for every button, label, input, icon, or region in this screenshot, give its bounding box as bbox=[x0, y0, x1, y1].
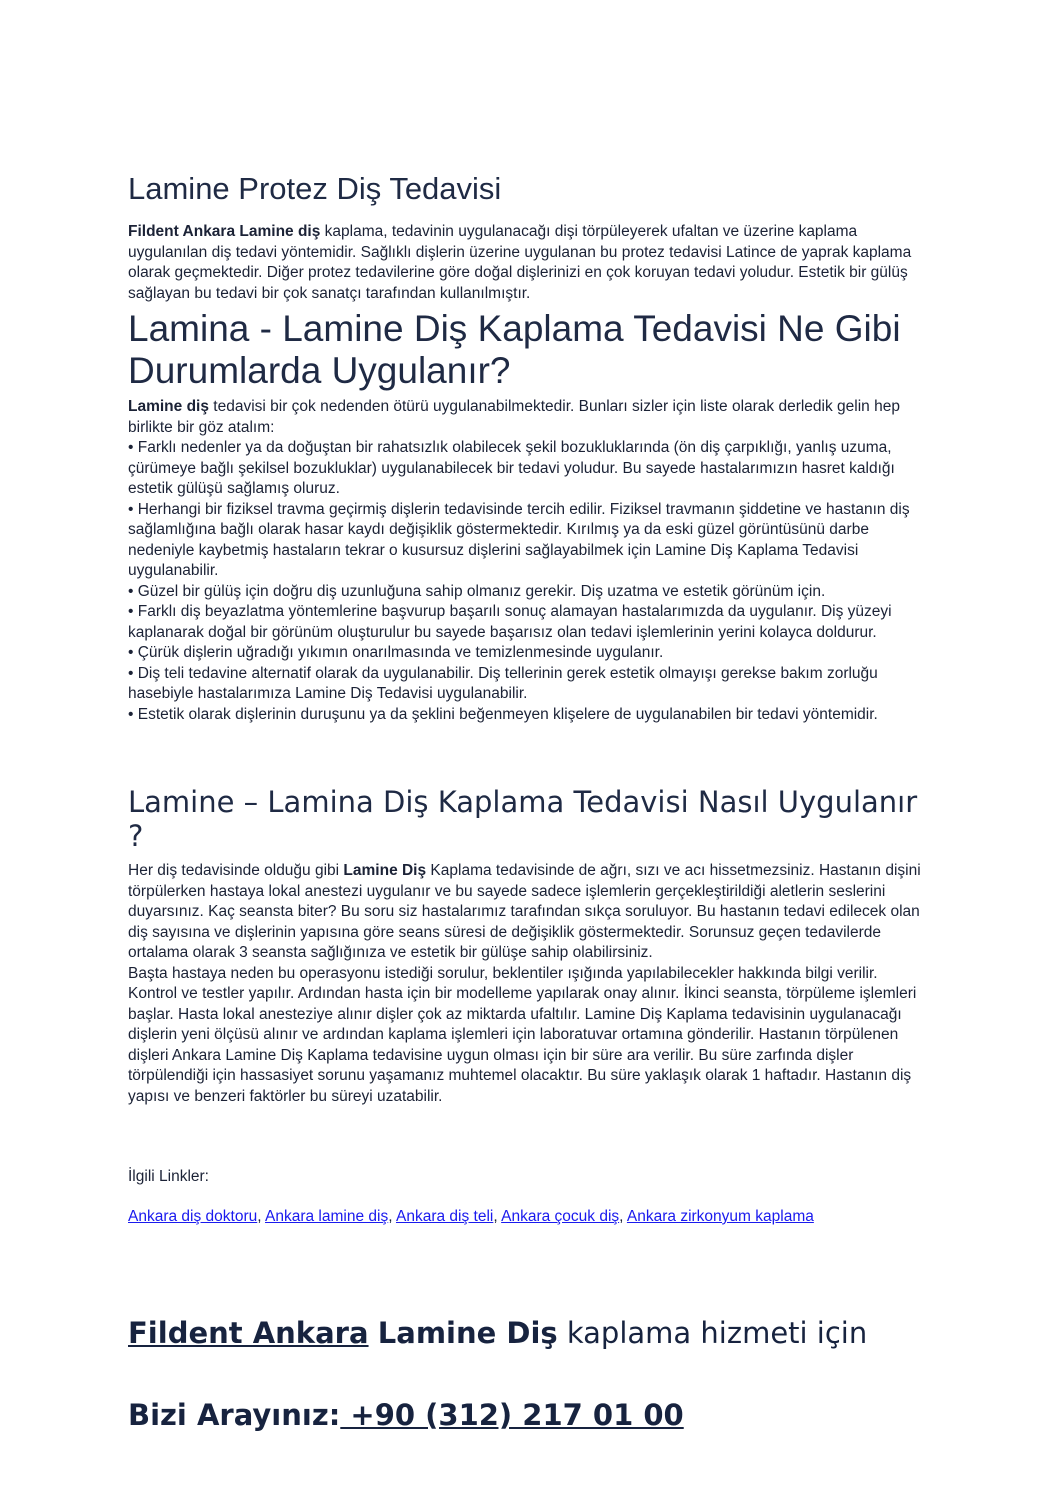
cta-service-bold: Lamine Diş bbox=[377, 1316, 558, 1350]
link-separator: , bbox=[493, 1208, 502, 1225]
section1-text: kaplama, tedavinin uygulanacağı dişi törpüleyerek ufaltan ve üzerine kaplama uygulanılan diş tedavi yöntemidir. Sağlıklı dişlerin üzerine uygulanan bu protez tedavisi Latince de yaprak kaplama olarak geçmektedir. Diğer protez tedavilerine göre doğal dişlerinizi en çok koruyan tedavi yoludur. Estetik bir gülüş sağlayan bu tedavi bir çok sanatçı tarafından kullanılmıştır. bbox=[128, 223, 912, 302]
section2-intro bbox=[128, 397, 928, 438]
bullet-item: • Farklı diş beyazlatma yöntemlerine başvurup başarılı sonuç alamayan hastalarımızda da uygulanır. Diş yüzeyi kaplanarak doğal bir görünüm oluşturulur bu sayede başarısız olan tedavi işlemlerinin yerini kolayca doldurur. bbox=[128, 603, 892, 641]
link-ankara-dis-teli[interactable]: Ankara diş teli bbox=[395, 1208, 494, 1225]
section3-p1-before: Her diş tedavisinde olduğu gibi bbox=[128, 862, 344, 879]
link-ankara-lamine-dis[interactable]: Ankara lamine diş bbox=[265, 1208, 389, 1225]
link-ankara-zirkonyum-kaplama[interactable]: Ankara zirkonyum kaplama bbox=[626, 1208, 814, 1225]
bullet-item: • Herhangi bir fiziksel travma geçirmiş dişlerin tedavisinde tercih edilir. Fiziksel travmanın şiddetine ve hastanın diş sağlamlığına bağlı olarak hasar kaydı değişiklik göstermektedir. Kırılmış ya da eski güzel görüntüsünü darbe nedeniyle kaybetmiş hastaların tekrar o kusursuz dişlerini sağlayabilmek için Lamine Diş Kaplama Tedavisi uygulanabilir. bbox=[128, 500, 910, 579]
section3-paragraph-2: Başta hastaya neden bu operasyonu istediği sorulur, beklentiler ışığında yapılabilecekler hakkında bilgi verilir. Kontrol ve testler yapılır. Ardından hasta için bir modelleme yapılarak onay alınır. İkinci seansta, törpüleme işlemleri başlar. Hasta lokal anesteziye alınır dişler çok az miktarda ufaltılır. Lamine Diş Kaplama tedavisinin uygulanacağı dişlerin yeni ölçüsü alınır ve ardından kaplama işlemleri için laboratuvar ortamına gönderilir. Hastanın törpülenen dişleri Ankara Lamine Diş Kaplama tedavisine uygun olması için bir süre ara verilir. Bu süre zarfında dişler törpülendiği için hassasiyet sorunu yaşamanız muhtemel olacaktır. Bu süre yaklaşık olarak 1 haftadır. Hastanın diş yapısı ve benzeri faktörler bu süreyi uzatabilir. bbox=[128, 964, 917, 1105]
section3-body bbox=[128, 861, 928, 1107]
link-separator: , bbox=[619, 1208, 627, 1225]
bullet-item: • Diş teli tedavine alternatif olarak da uygulanabilir. Diş tellerinin gerek estetik olmayışı gerekse bakım zorluğu hasebiyle hastalarımıza Lamine Diş Tedavisi uygulanabilir. bbox=[128, 664, 878, 702]
section2-body bbox=[128, 397, 928, 725]
cta-phone-link[interactable]: +90 (312) 217 01 00 bbox=[340, 1398, 684, 1432]
cta-call-line bbox=[128, 1395, 684, 1435]
cta-brand-link[interactable]: Fildent Ankara bbox=[128, 1316, 369, 1350]
section2-intro-text: tedavisi bir çok nedenden ötürü uygulanabilmektedir. Bunları sizler için liste olarak derledik gelin hep birlikte bir göz atalım: bbox=[128, 398, 900, 436]
section3-p1-bold: Lamine Diş bbox=[343, 862, 427, 879]
bullet-item: • Güzel bir gülüş için doğru diş uzunluğuna sahip olmanız gerekir. Diş uzatma ve estetik görünüm için. bbox=[128, 582, 826, 600]
section3-paragraph-1 bbox=[128, 861, 928, 964]
link-ankara-dis-doktoru[interactable]: Ankara diş doktoru bbox=[128, 1208, 258, 1225]
section3-title: Lamine – Lamina Diş Kaplama Tedavisi Nasıl Uygulanır ? bbox=[128, 785, 918, 853]
section3-p1-after: Kaplama tedavisinde de ağrı, sızı ve acı hissetmezsiniz. Hastanın dişini törpülerken hastaya lokal anestezi uygulanır ve bu sayede sadece işlemlerin gerçekleştirildiği aletlerin seslerini duyarsınız. Kaç seansta biter? Bu soru siz hastalarımız tarafından sıkça soruluyor. Bu hastanın tedavi edilecek olan diş sayısına ve dişlerinin yapısına göre seans süresi de değişiklik göstermektedir. Sorunsuz geçen tedavilerde ortalama olarak 3 seansta sağlığınıza ve estetik bir gülüşe sahip olabilirsiniz. bbox=[128, 862, 921, 961]
related-links bbox=[128, 1207, 948, 1227]
link-ankara-cocuk-dis[interactable]: Ankara çocuk diş bbox=[501, 1208, 620, 1225]
link-separator: , bbox=[388, 1208, 396, 1225]
section2-title: Lamina - Lamine Diş Kaplama Tedavisi Ne Gibi Durumlarda Uygulanır? bbox=[128, 308, 901, 391]
bullet-item: • Çürük dişlerin uğradığı yıkımın onarılmasında ve temizlenmesinde uygulanır. bbox=[128, 644, 664, 661]
link-separator: , bbox=[257, 1208, 266, 1225]
section1-paragraph bbox=[128, 222, 928, 304]
cta-call-label: Bizi Arayınız: bbox=[128, 1398, 341, 1432]
section2-intro-bold: Lamine diş bbox=[128, 398, 209, 415]
related-links-label: İlgili Linkler: bbox=[128, 1168, 209, 1185]
bullet-item: • Farklı nedenler ya da doğuştan bir rahatsızlık olabilecek şekil bozukluklarında (ön diş çarpıklığı, yanlış uzuma, çürümeye bağlı şekilsel bozukluklar) uygulanabilecek bir tedavi yoludur. Bu sayede hastalarımızın hasret kaldığı estetik gülüşü sağlamış oluruz. bbox=[128, 439, 895, 497]
cta-service-line bbox=[128, 1313, 867, 1353]
section1-lead-bold: Fildent Ankara Lamine diş bbox=[128, 223, 321, 240]
section1-title: Lamine Protez Diş Tedavisi bbox=[128, 171, 502, 206]
bullet-item: • Estetik olarak dişlerinin duruşunu ya da şeklini beğenmeyen klişelere de uygulanabilen bir tedavi yöntemidir. bbox=[128, 705, 878, 723]
cta-service-text: kaplama hizmeti için bbox=[557, 1316, 868, 1350]
